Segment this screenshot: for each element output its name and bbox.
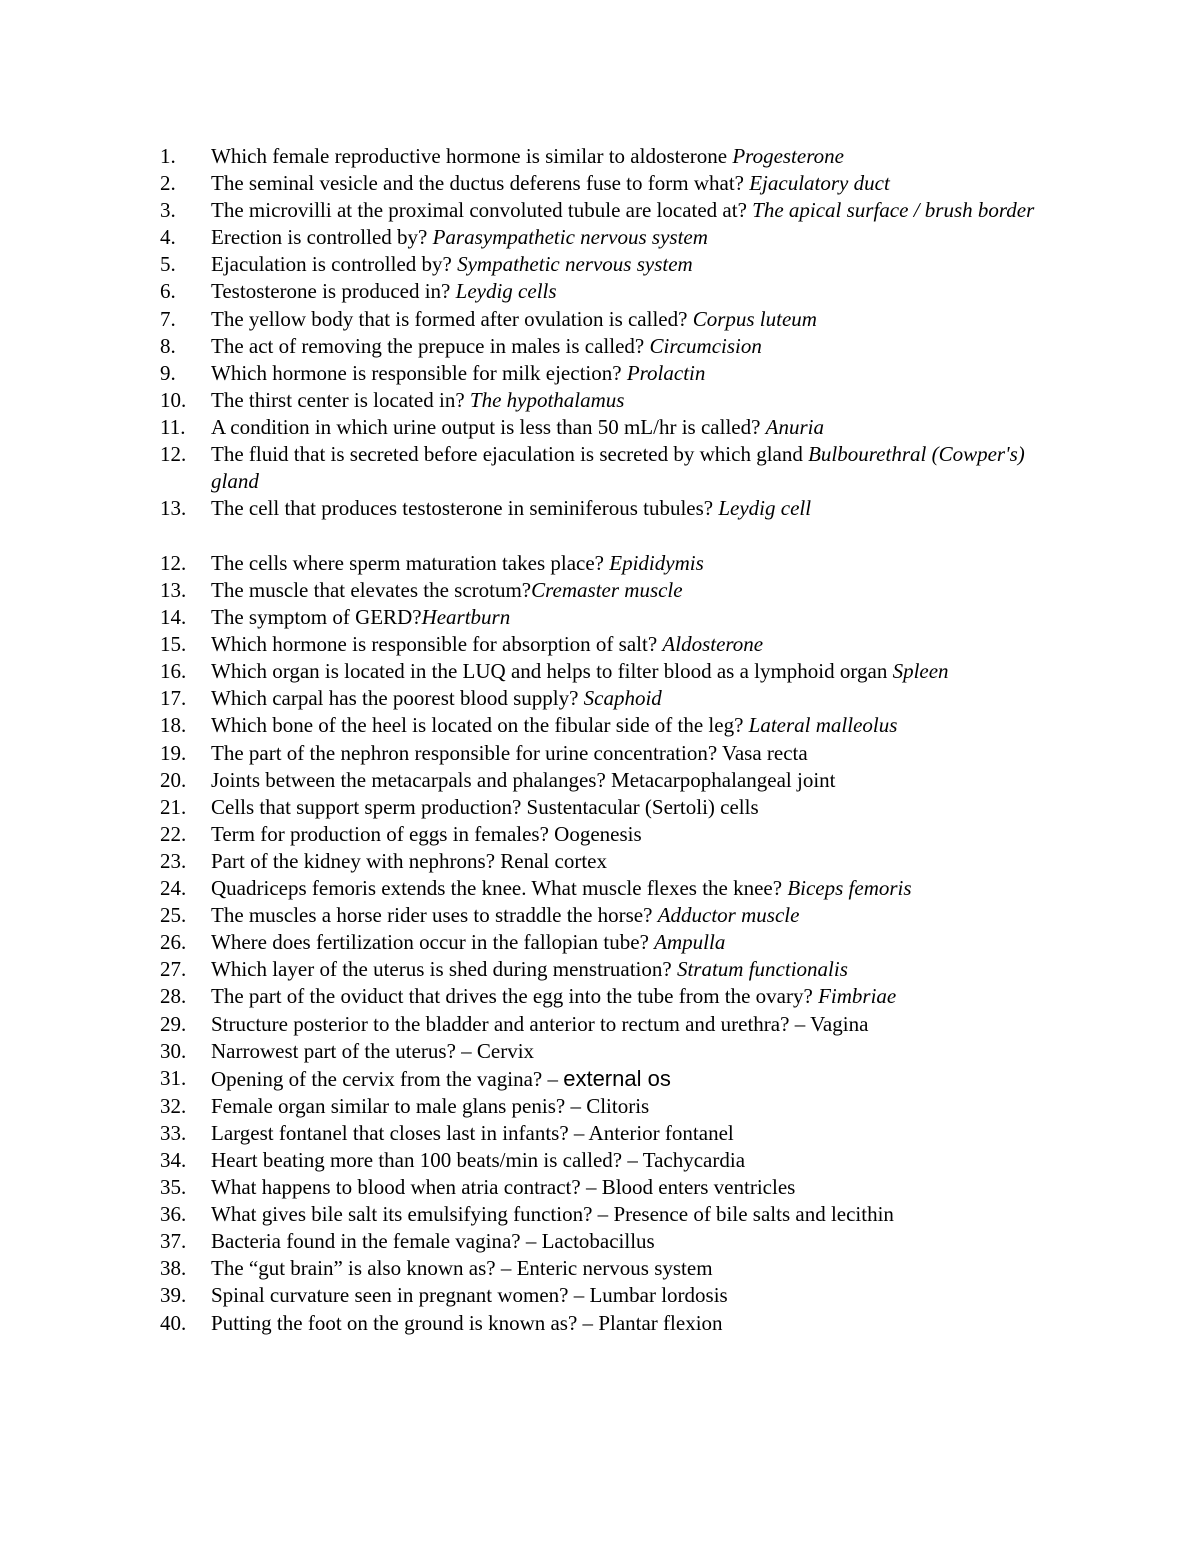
question-text: The yellow body that is formed after ovulation is called? [211,306,693,331]
list-item [160,333,1060,360]
answer-text: Heartburn [421,605,511,630]
answer-text: Metacarpophalangeal joint [611,767,836,792]
answer-text: Tachycardia [642,1147,746,1172]
answer-text: Oogenesis [554,821,642,846]
item-number: 19. [160,740,187,765]
question-text: A condition in which urine output is less than 50 mL/hr is called? [211,414,766,439]
answer-text: Plantar flexion [598,1310,723,1335]
answer-text: Scaphoid [583,686,662,711]
item-number: 39. [160,1283,187,1308]
item-number: 32. [160,1093,187,1118]
list-item [160,495,1060,522]
answer-text: Lumbar lordosis [589,1283,728,1308]
question-text: Quadriceps femoris extends the knee. What muscle flexes the knee? [211,876,788,901]
answer-text: Enteric nervous system [516,1256,713,1281]
list-item [160,550,1060,577]
item-number: 8. [160,333,176,358]
question-text: Which carpal has the poorest blood supply? [211,686,584,711]
answer-text: Progesterone [732,144,844,168]
item-number: 9. [160,360,176,385]
list-item [160,306,1060,333]
item-number: 3. [160,198,176,223]
question-text: The cells where sperm maturation takes place? [211,550,610,575]
question-text: Which bone of the heel is located on the fibular side of the leg? [211,713,749,738]
item-number: 29. [160,1011,187,1036]
item-number: 30. [160,1038,187,1063]
item-number: 15. [160,632,187,657]
question-text: The act of removing the prepuce in males is called? [211,333,650,358]
question-text: Which organ is located in the LUQ and helps to filter blood as a lymphoid organ [211,659,893,684]
list-item [160,278,1060,305]
list-item [160,767,1060,794]
answer-text: Corpus luteum [692,306,817,331]
answer-text: Circumcision [649,333,762,358]
answer-text: Bulbourethral (Cowper's) gland [211,442,1025,494]
item-number: 21. [160,794,187,819]
item-number: 31. [160,1065,187,1090]
list-item [160,1228,1060,1255]
question-text: Spinal curvature seen in pregnant women? – [211,1283,590,1308]
question-text: Opening of the cervix from the vagina? – [211,1066,564,1091]
list-item [160,1120,1060,1147]
answer-text: Blood enters ventricles [601,1175,796,1200]
item-number: 2. [160,171,176,196]
question-text: Which layer of the uterus is shed during menstruation? [211,957,677,982]
item-number: 36. [160,1202,187,1227]
question-text: Which female reproductive hormone is similar to aldosterone [211,144,733,168]
list-item [160,1255,1060,1282]
answer-text: Biceps femoris [787,876,912,901]
question-text: Structure posterior to the bladder and anterior to rectum and urethra? – [211,1011,811,1036]
item-number: 6. [160,279,176,304]
answer-text: Clitoris [586,1093,650,1118]
item-number: 13. [160,496,187,521]
question-text: The part of the oviduct that drives the egg into the tube from the ovary? [211,984,819,1009]
item-number: 33. [160,1120,187,1145]
answer-text: Lactobacillus [541,1229,655,1254]
item-number: 4. [160,225,176,250]
item-number: 16. [160,659,187,684]
list-item [160,1038,1060,1065]
list-item [160,604,1060,631]
item-number: 22. [160,821,187,846]
answer-text: Cremaster muscle [531,578,683,602]
list-item [160,1310,1060,1337]
item-number: 26. [160,930,187,955]
list-item [160,251,1060,278]
item-number: 10. [160,387,187,412]
item-number: 13. [160,578,187,602]
question-text: Which hormone is responsible for absorption of salt? [211,632,663,657]
answer-text: Epididymis [609,550,704,575]
answer-text: Prolactin [626,360,706,385]
answer-text: Aldosterone [662,632,764,657]
list-item [160,685,1060,712]
list-item [160,821,1060,848]
answer-text: Leydig cells [455,279,557,304]
list-item [160,875,1060,902]
answer-text: Sympathetic nervous system [457,252,693,277]
question-text: Joints between the metacarpals and phalanges? [211,767,612,792]
list-item [160,414,1060,441]
list-item [160,956,1060,983]
answer-text: Cervix [476,1038,535,1063]
question-text: What gives bile salt its emulsifying function? – [211,1202,614,1227]
question-text: Heart beating more than 100 beats/min is called? – [211,1147,643,1172]
answer-text: The apical surface / brush border [752,198,1035,223]
question-text: The cell that produces testosterone in seminiferous tubules? [211,496,719,521]
answer-text: Anterior fontanel [588,1120,734,1145]
question-text: The microvilli at the proximal convoluted tubule are located at? [211,198,753,223]
section-gap [160,522,1060,550]
question-text: Largest fontanel that closes last in infants? – [211,1120,589,1145]
item-number: 40. [160,1310,187,1335]
item-number: 18. [160,713,187,738]
answer-text: Anuria [765,414,825,439]
question-text: Term for production of eggs in females? [211,821,555,846]
item-number: 1. [160,144,176,168]
list-item [160,1065,1060,1093]
answer-text: Parasympathetic nervous system [432,225,708,250]
item-number: 23. [160,848,187,873]
item-number: 5. [160,252,176,277]
question-list [160,143,1060,1337]
item-number: 27. [160,957,187,982]
list-item [160,387,1060,414]
answer-text: Vasa recta [722,740,808,765]
list-item [160,170,1060,197]
item-number: 34. [160,1147,187,1172]
question-text: Cells that support sperm production? [211,794,527,819]
question-text: The muscle that elevates the scrotum? [211,578,532,602]
answer-text: The hypothalamus [469,387,625,412]
list-item [160,712,1060,739]
list-item [160,1174,1060,1201]
list-item [160,143,1060,170]
list-item [160,902,1060,929]
question-text: Testosterone is produced in? [211,279,456,304]
item-number: 7. [160,306,176,331]
answer-text: Sustentacular (Sertoli) cells [526,794,759,819]
item-number: 24. [160,876,187,901]
item-number: 28. [160,984,187,1009]
list-item [160,848,1060,875]
list-item [160,577,1060,604]
list-item [160,1011,1060,1038]
question-text: Bacteria found in the female vagina? – [211,1229,542,1254]
question-text: The muscles a horse rider uses to straddle the horse? [211,903,658,928]
question-text: Where does fertilization occur in the fallopian tube? [211,930,655,955]
answer-text: Renal cortex [500,848,607,873]
list-item [160,224,1060,251]
item-number: 11. [160,414,186,439]
question-text: Which hormone is responsible for milk ejection? [211,360,627,385]
list-item [160,983,1060,1010]
question-text: The symptom of GERD? [211,605,422,630]
answer-text: Presence of bile salts and lecithin [613,1202,894,1227]
answer-text: Fimbriae [818,984,897,1009]
answer-text: Ampulla [654,930,726,955]
item-number: 37. [160,1229,187,1254]
item-number: 14. [160,605,187,630]
list-item [160,631,1060,658]
answer-text: Ejaculatory duct [749,171,890,196]
list-item [160,441,1060,495]
answer-text: external os [563,1065,671,1091]
item-number: 35. [160,1175,187,1200]
question-text: The part of the nephron responsible for urine concentration? [211,740,723,765]
question-text: Ejaculation is controlled by? [211,252,458,277]
list-item [160,1282,1060,1309]
list-item [160,197,1060,224]
question-text: The “gut brain” is also known as? – [211,1256,517,1281]
question-text: The thirst center is located in? [211,387,470,412]
answer-text: Adductor muscle [657,903,800,928]
list-item [160,1093,1060,1120]
list-item [160,740,1060,767]
question-text: Part of the kidney with nephrons? [211,848,501,873]
answer-text: Vagina [810,1011,869,1036]
list-item [160,658,1060,685]
question-text: What happens to blood when atria contract? – [211,1175,602,1200]
item-number: 38. [160,1256,187,1281]
list-item [160,1201,1060,1228]
item-number: 20. [160,767,187,792]
list-item [160,794,1060,821]
question-text: Narrowest part of the uterus? – [211,1038,477,1063]
list-item [160,360,1060,387]
question-text: The seminal vesicle and the ductus deferens fuse to form what? [211,171,750,196]
question-text: Female organ similar to male glans penis? – [211,1093,587,1118]
list-item [160,929,1060,956]
item-number: 12. [160,442,187,467]
question-text: Erection is controlled by? [211,225,433,250]
answer-text: Leydig cell [718,496,812,521]
answer-text: Lateral malleolus [748,713,898,738]
item-number: 12. [160,550,187,575]
item-number: 25. [160,903,187,928]
answer-text: Stratum functionalis [676,957,848,982]
list-item [160,1147,1060,1174]
item-number: 17. [160,686,187,711]
question-text: The fluid that is secreted before ejaculation is secreted by which gland [211,442,809,467]
question-text: Putting the foot on the ground is known as? – [211,1310,599,1335]
answer-text: Spleen [892,659,949,684]
